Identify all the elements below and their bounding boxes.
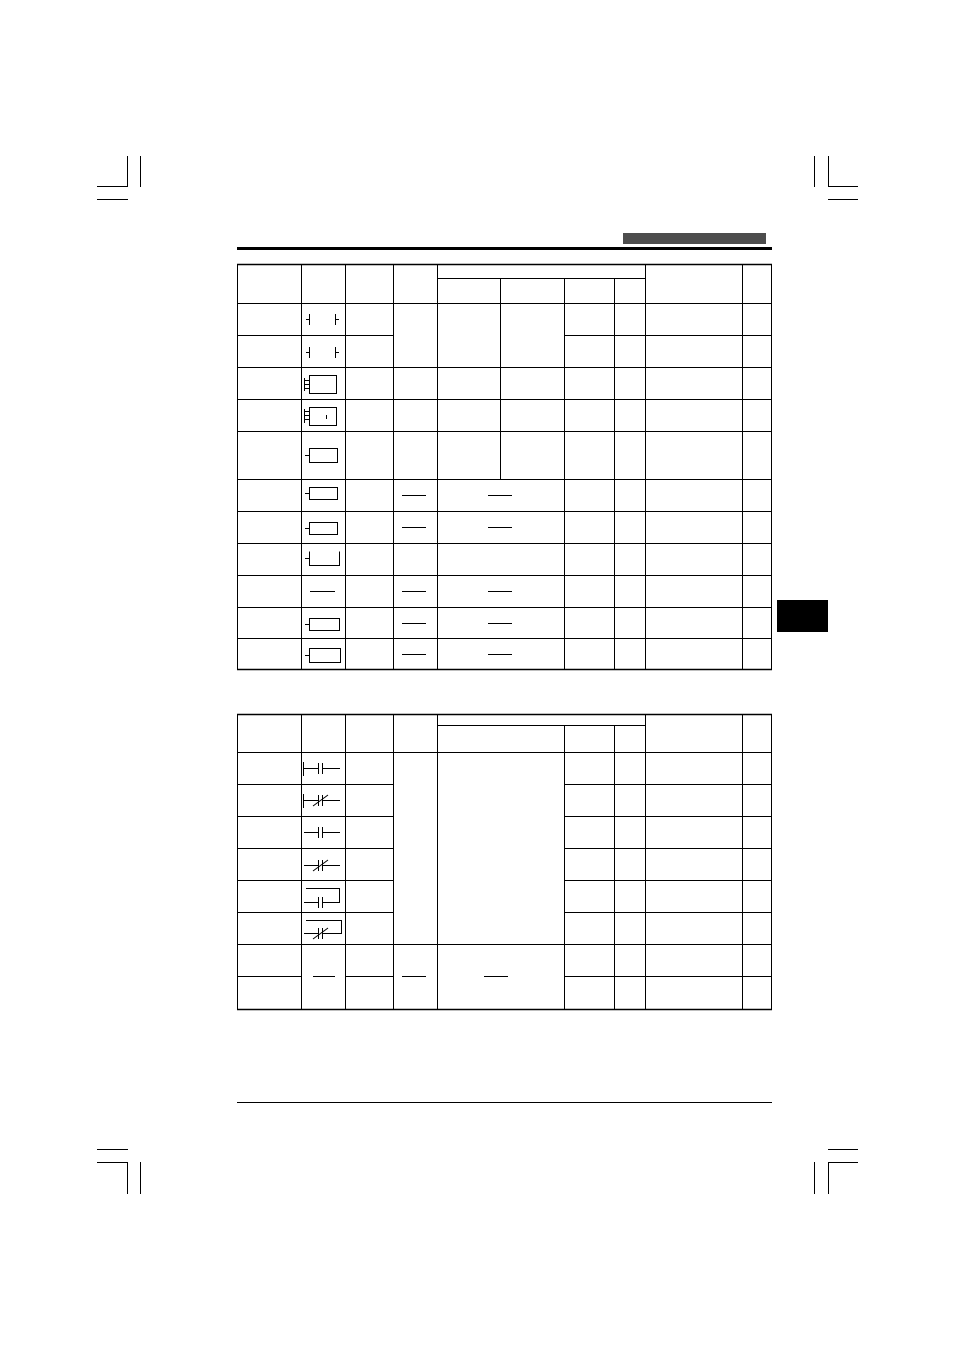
parallel-open-contact-symbol: [304, 888, 340, 908]
normally-open-contact-symbol: [304, 762, 341, 776]
parallel-closed-contact-symbol: [304, 920, 342, 939]
normally-closed-contact-symbol: [304, 794, 341, 808]
normally-closed-contact-symbol: [304, 860, 340, 871]
normally-open-contact-symbol: [304, 827, 340, 838]
